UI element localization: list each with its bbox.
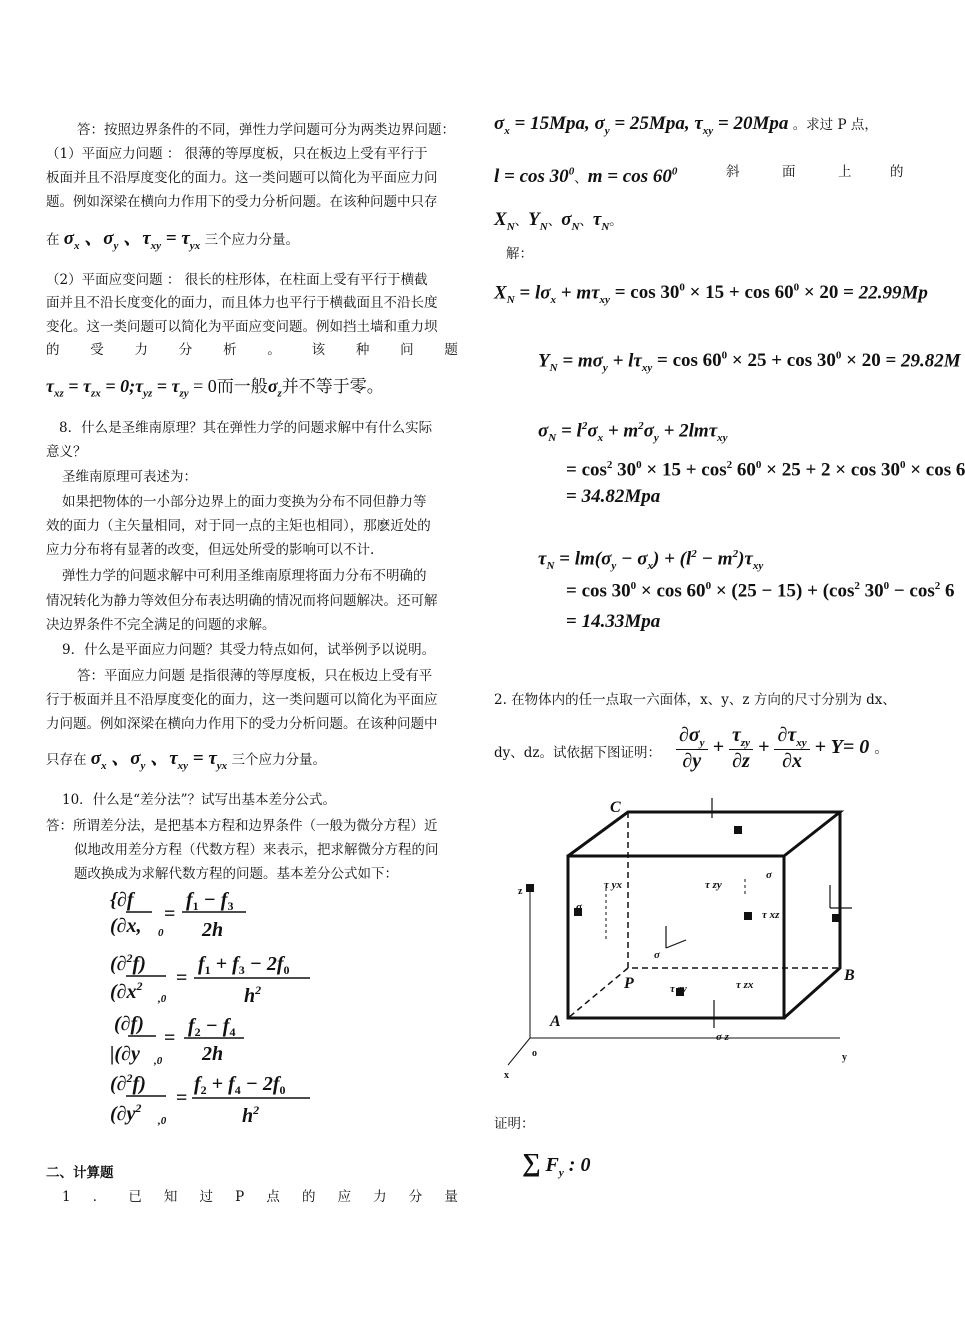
svg-text:σ: σ bbox=[576, 901, 582, 913]
svg-text:=: = bbox=[164, 1027, 176, 1049]
svg-text:τ zx: τ zx bbox=[736, 979, 754, 991]
svg-text:f2 + f4 − 2f0: $f_2 + f_4 - 2f_0$ bbox=[194, 1073, 286, 1097]
svg-text:(∂f): (∂f) bbox=[114, 1013, 144, 1035]
ans7-p2-line1: （2）平面应变问题 ： 很长的柱形体，在柱面上受有平行于横截 bbox=[46, 272, 428, 288]
a10-line3: 题改换成为求解代数方程的问题。基本差分公式如下： bbox=[74, 866, 398, 882]
sum-fy-equation: ∑ $F_y$ : 0 bbox=[522, 1148, 591, 1179]
a10-line2: 似地改用差分方程（代数方程）来表示，把求解微分方程的问 bbox=[74, 842, 439, 858]
svg-text:A: A bbox=[550, 1013, 561, 1030]
a8-line7: 决边界条件不完全满足的问题的求解。 bbox=[46, 617, 276, 633]
q10: 10．什么是“差分法”？试写出基本差分公式。 bbox=[62, 792, 336, 808]
tn-equation-line1: $\tau_N = lm(\sigma_y - \sigma_x) + (l^2 - m^2)\tau_{xy}$ bbox=[538, 548, 764, 573]
a9-line4: 只存在 $\sigma_x$ 、$\sigma_y$ 、$\tau_{xy} = \tau_{yx}$ 三个应力分量。 bbox=[46, 748, 326, 772]
sn-equation-line3: = 34.82Mpa bbox=[566, 486, 661, 507]
q9: 9．什么是平面应力问题？其受力特点如何，试举例予以说明。 bbox=[62, 642, 436, 658]
tn-equation-line3: = 14.33Mpa bbox=[566, 611, 661, 632]
svg-text:,0: ,0 bbox=[158, 1115, 167, 1127]
svg-text:(∂x2: ($\partial x^2$ bbox=[110, 979, 143, 1003]
svg-text:σ: σ bbox=[654, 949, 660, 961]
section-2-heading: 二、计算题 bbox=[46, 1165, 114, 1181]
a8-line2: 如果把物体的一小部分边界上的面力变换为分布不同但静力等 bbox=[62, 494, 427, 510]
q2-line2: dy、dz。试依据下图证明： bbox=[494, 745, 662, 761]
svg-text:f1 + f3 − 2f0: $f_1 + f_3 - 2f_0$ bbox=[198, 953, 290, 977]
svg-text:(∂2f): (∂$^2$f) bbox=[110, 1071, 146, 1095]
proof-label: 证明： bbox=[494, 1116, 535, 1132]
svg-text:2h: 2h bbox=[202, 919, 224, 941]
svg-text:z: z bbox=[518, 886, 523, 897]
svg-text:τ yx: τ yx bbox=[604, 879, 623, 891]
svg-text:f1 − f3: $f_1 - f_3$ bbox=[186, 889, 234, 913]
q8-line1: 8．什么是圣维南原理？其在弹性力学的问题求解中有什么实际 bbox=[59, 420, 433, 436]
ans7-p1-line1: （1）平面应力问题 ： 很薄的等厚度板，只在板边上受有平行于 bbox=[46, 146, 428, 162]
svg-text:x: x bbox=[504, 1070, 509, 1081]
a9-line2: 行于板面并且不沿厚度变化的面力，这一类问题可以简化为平面应 bbox=[46, 692, 438, 708]
a8-line5: 弹性力学的问题求解中可利用圣维南原理将面力分布不明确的 bbox=[62, 568, 427, 584]
svg-text:(∂2f): (∂$^2$f) bbox=[110, 951, 146, 975]
a8-line3: 效的面力（主矢量相同，对于同一点的主矩也相同），那麽近处的 bbox=[46, 518, 431, 534]
svg-text:0: 0 bbox=[158, 927, 164, 939]
svg-text:|(∂y: |(∂y bbox=[110, 1043, 140, 1065]
a10-line1: 答：所谓差分法，是把基本方程和边界条件（一般为微分方程）近 bbox=[46, 818, 438, 834]
svg-text:(∂x,: (∂x, bbox=[110, 915, 142, 937]
svg-text:C: C bbox=[610, 799, 621, 816]
svg-text:{∂f: {∂f bbox=[110, 889, 134, 911]
xn-equation: $X_N = l\sigma_x + m\tau_{xy} = \cos 30^0 \times 15 + \cos 60^0 \times 20 = 22.99Mp$ bbox=[494, 282, 928, 307]
plane-cosines: $l = \cos 30^0$、$m = \cos 60^0$ 斜 面 上 的 bbox=[494, 164, 904, 188]
solution-label: 解： bbox=[506, 246, 533, 262]
given-stresses: $\sigma_x = 15Mpa$, $\sigma_y = 25Mpa$, $\tau_{xy} = 20Mpa$ 。求过 P 点， bbox=[494, 113, 878, 137]
svg-text:,0: ,0 bbox=[158, 993, 167, 1005]
ans7-p2-line3: 变化。这一类问题可以简化为平面应变问题。例如挡土墙和重力坝 bbox=[46, 319, 438, 335]
tn-equation-line2: = $\cos 30^0 \times \cos 60^0 \times (25 - 15) + (\cos^2$ $30^0 - \cos^2 6$ bbox=[566, 580, 955, 602]
q2-line1: 2. 在物体内的任一点取一六面体，x、y、z 方向的尺寸分别为 dx、 bbox=[494, 692, 896, 708]
ans7-intro: 答：按照边界条件的不同，弹性力学问题可分为两类边界问题： bbox=[77, 122, 455, 138]
yn-equation: $Y_N = m\sigma_y + l\tau_{xy} = \cos 60^0 \times 25 + \cos 30^0 \times 20 = 29.82M$ bbox=[538, 350, 961, 375]
q8-line2: 意义？ bbox=[46, 444, 87, 460]
svg-text:=: = bbox=[176, 967, 188, 989]
svg-text:=: = bbox=[164, 903, 176, 925]
equilibrium-equation: $\frac{\partial\sigma_y}{\partial y}$ + $\frac{\tau_{zy}}{\partial z}$ + $\frac{\partial\tau_{xy}}{\partial x}$ + Y= 0 。 bbox=[676, 724, 888, 773]
ans7-p2-line4: 的 受 力 分 析 。 该 种 问 题 bbox=[46, 342, 458, 358]
sn-equation-line2: = $\cos^2 30^0 \times 15 + \cos^2 60^0 \times 25 + 2 \times \cos 30^0 \times \cos 6$ bbox=[566, 459, 965, 481]
a8-line1: 圣维南原理可表述为： bbox=[62, 469, 197, 485]
a8-line4: 应力分布将有显著的改变，但远处所受的影响可以不计. bbox=[46, 542, 375, 558]
svg-text:,0: ,0 bbox=[154, 1055, 163, 1067]
sn-equation-line1: $\sigma_N = l^2\sigma_x + m^2\sigma_y + 2lm\tau_{xy}$ bbox=[538, 420, 728, 445]
a9-line3: 力问题。例如深梁在横向力作用下的受力分析问题。在该种问题中 bbox=[46, 716, 438, 732]
ans7-p2-line2: 面并且不沿长度变化的面力，而且体力也平行于横截面且不沿长度 bbox=[46, 295, 438, 311]
svg-text:o: o bbox=[532, 1048, 537, 1059]
svg-text:h2: $h^2$ bbox=[244, 983, 262, 1007]
ans7-p2-line5: $\tau_{xz} = \tau_{zx}$ = $0;\tau_{yz} = \tau_{zy} = 0$而一般$\sigma_z$并不等于零。 bbox=[46, 376, 384, 400]
hexahedron-stress-diagram bbox=[490, 790, 920, 1090]
svg-text:τ zy: τ zy bbox=[705, 879, 722, 891]
svg-text:f2 − f4: $f_2 - f_4$ bbox=[188, 1015, 236, 1039]
calc1-line1: 1 ． 已 知 过 P 点 的 应 力 分 量 bbox=[62, 1189, 458, 1205]
stress-components-formula: $\sigma_x$ 、$\sigma_y$ 、$\tau_{xy} = \tau_{yx}$ bbox=[63, 228, 201, 252]
svg-text:P: P bbox=[624, 975, 634, 992]
svg-text:σ z: σ z bbox=[716, 1031, 729, 1043]
svg-text:(∂y2: ($\partial y^2$ bbox=[110, 1101, 142, 1125]
difference-formulas bbox=[106, 882, 336, 1140]
svg-text:2h: 2h bbox=[202, 1043, 224, 1065]
svg-text:h2: $h^2$ bbox=[242, 1103, 260, 1127]
svg-text:y: y bbox=[842, 1052, 847, 1063]
a8-line6: 情况转化为静力等效但分布表达明确的情况而将问题解决。还可解 bbox=[46, 593, 438, 609]
ans7-p1-line3: 题。例如深梁在横向力作用下的受力分析问题。在该种问题中只存 bbox=[46, 194, 438, 210]
svg-text:B: B bbox=[844, 967, 855, 984]
svg-text:σ: σ bbox=[766, 869, 772, 881]
ans7-p1-line2: 板面并且不沿厚度变化的面力。这一类问题可以简化为平面应力问 bbox=[46, 170, 438, 186]
ans7-p1-line4: 在 $\sigma_x$ 、$\sigma_y$ 、$\tau_{xy} = \tau_{yx}$ 三个应力分量。 bbox=[46, 228, 299, 252]
a9-line1: 答：平面应力问题 是指很薄的等厚度板，只在板边上受有平 bbox=[77, 668, 433, 684]
svg-text:τ zy: τ zy bbox=[670, 983, 687, 995]
svg-text:=: = bbox=[176, 1087, 188, 1109]
find-quantities: $X_N$、$Y_N$、$\sigma_N$、$\tau_N$。 bbox=[494, 209, 623, 233]
svg-text:τ xz: τ xz bbox=[762, 909, 780, 921]
